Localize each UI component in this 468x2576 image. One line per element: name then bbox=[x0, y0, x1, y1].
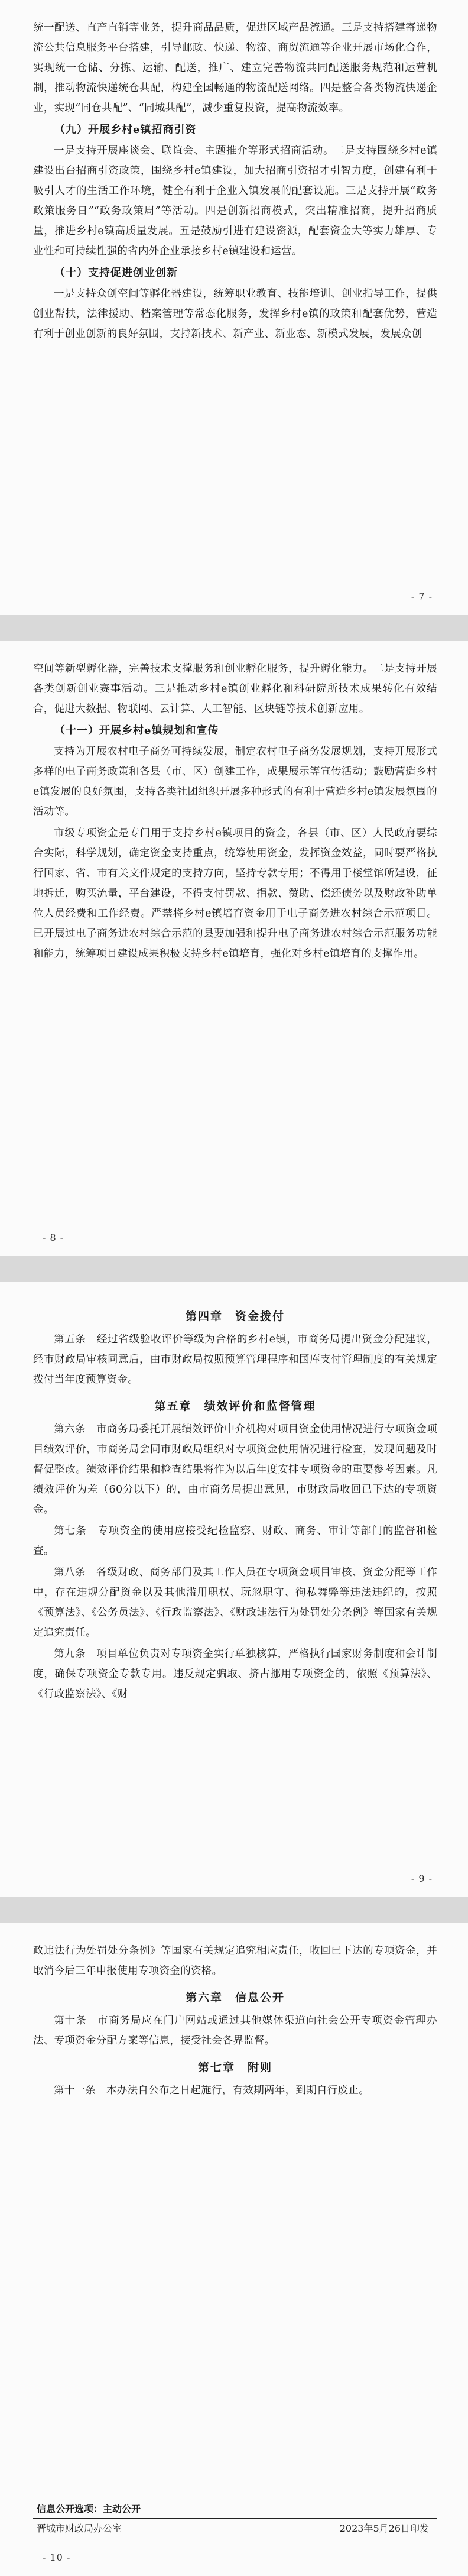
page-separator bbox=[0, 615, 468, 641]
chapter-heading-4: 第四章 资金拨付 bbox=[185, 1310, 285, 1323]
article-5: 第五条 经过省级验收评价等级为合格的乡村e镇，市商务局提出资金分配建议，经市财政局审核同意后，由市财政局按照预算管理程序和国库支付管理制度的有关规定拨付当年度预算资金。 bbox=[33, 1334, 437, 1386]
page-number: - 9 - bbox=[411, 1873, 433, 1884]
article-10: 第十条 市商务局应在门户网站或通过其他媒体渠道向社会公开专项资金管理办法、专项资金分配方案等信息，接受社会各界监督。 bbox=[33, 2015, 437, 2047]
section-heading-9: （九）开展乡村e镇招商引资 bbox=[54, 124, 197, 136]
chapter-heading-6: 第六章 信息公开 bbox=[185, 1991, 285, 2004]
section-heading-11: （十一）开展乡村e镇规划和宣传 bbox=[54, 724, 219, 737]
section-heading-10: （十）支持促进创业创新 bbox=[54, 267, 178, 279]
page-7 bbox=[0, 0, 468, 615]
page-8 bbox=[0, 641, 468, 1256]
page-number: - 10 - bbox=[43, 2552, 71, 2563]
body-paragraph: 支持为开展农村电子商务可持续发展，制定农村电子商务发展规划，支持开展形式多样的电子商务政策和各县（市、区）创建工作，成果展示等宣传活动；鼓励营造乡村e镇发展的良好氛围，支持各类社团组织开展多种形式的有利于营造乡村e镇发展氛围的活动等。 bbox=[33, 746, 437, 818]
page-9 bbox=[0, 1282, 468, 1897]
issue-row bbox=[33, 2519, 437, 2539]
body-paragraph: 一是支持众创空间等孵化器建设，统筹职业教育、技能培训、创业指导工作，提供创业帮扶，法律援助、档案管理等常态化服务，发挥乡村e镇的政策和配套优势，营造有利于创业创新的良好氛围，支持新技术、新产业、新业态、新模式发展，发展众创 bbox=[33, 288, 437, 340]
page-number: - 7 - bbox=[411, 591, 433, 602]
article-6: 第六条 市商务局委托开展绩效评价中介机构对项目资金使用情况进行专项资金项目绩效评价，市商务局会同市财政局组织对专项资金使用情况进行检查，发现问题及时督促整改。绩效评价结果和检查结果将作为以后年度安排专项资金的重要参考因素。凡绩效评价为差（60分以下）的，由市商务局提出意见，市财政局收回已下达的专项资金。 bbox=[33, 1423, 437, 1516]
body-paragraph: 市级专项资金是专门用于支持乡村e镇项目的资金，各县（市、区）人民政府要综合实际，科学规划，确定资金支持重点，统筹使用资金，发挥资金效益，同时要严格执行国家、省、市有关文件规定的支持方向，坚持专款专用；不得用于楼堂馆所建设，征地拆迁，购买流量，平台建设，不得支付罚款、捐款、赞助、偿还债务以及财政补助单位人员经费和工作经费。严禁将乡村e镇培育资金用于电子商务进农村综合示范项目。已开展过电子商务进农村综合示范的县要加强和提升电子商务进农村综合示范服务功能和能力，统筹项目建设成果积极支持乡村e镇培育，强化对乡村e镇培育的支撑作用。 bbox=[33, 827, 437, 960]
page-10 bbox=[0, 1923, 468, 2576]
page-separator bbox=[0, 1256, 468, 1282]
chapter-heading-7: 第七章 附则 bbox=[197, 2061, 272, 2074]
article-9: 第九条 项目单位负责对专项资金实行单独核算，严格执行国家财务制度和会计制度，确保专项资金专款专用。违反规定骗取、挤占挪用专项资金的，依照《预算法》、《行政监察法》、《财 bbox=[33, 1648, 437, 1700]
issuing-office: 晋城市财政局办公室 bbox=[37, 2523, 122, 2534]
disclosure-option: 信息公开选项：主动公开 bbox=[37, 2503, 141, 2514]
article-8: 第八条 各级财政、商务部门及其工作人员在专项资金项目审核、资金分配等工作中，存在违规分配资金以及其他滥用职权、玩忽职守、徇私舞弊等违法违纪的，按照《预算法》、《公务员法》、《行政监察法》、《财政违法行为处罚处分条例》等国家有关规定追究责任。 bbox=[33, 1567, 437, 1639]
body-paragraph: 政违法行为处罚处分条例》等国家有关规定追究相应责任，收回已下达的专项资金，并取消今后三年申报使用专项资金的资格。 bbox=[33, 1945, 437, 1977]
issue-date: 2023年5月26日印发 bbox=[339, 2523, 429, 2534]
page-number: - 8 - bbox=[43, 1232, 64, 1243]
body-paragraph: 统一配送、直产直销等业务，提升商品品质，促进区域产品流通。三是支持搭建寄递物流公共信息服务平台搭建，引导邮政、快递、物流、商贸流通等企业开展市场化合作，实现统一仓储、分拣、运输、配送，推广、建立完善物流共同配送服务规范和运营机制，推动物流快递统仓共配，构建全国畅通的物流配送网络。四是整合各类物流快递企业，实现“同仓共配”、“同城共配”，减少重复投资，提高物流效率。 bbox=[33, 22, 437, 114]
article-11: 第十一条 本办法自公布之日起施行，有效期两年，到期自行废止。 bbox=[54, 2085, 369, 2096]
page-separator bbox=[0, 1897, 468, 1923]
document-footer bbox=[33, 2500, 437, 2539]
body-paragraph: 一是支持开展座谈会、联谊会、主题推介等形式招商活动。二是支持围绕乡村e镇建设出台招商引资政策，围绕乡村e镇建设，加大招商引资招才引智力度，创建有利于吸引人才的生活工作环境，健全有利于企业入镇发展的配套设施。三是支持开展“政务政策服务日”“政务政策周”等活动。四是创新招商模式，突出精准招商，提升招商质量，推进乡村e镇高质量发展。五是鼓励引进有建设资源，配套资金大等实力雄厚、专业性和可持续性强的省内外企业承接乡村e镇建设和运营。 bbox=[33, 145, 437, 257]
article-7: 第七条 专项资金的使用应接受纪检监察、财政、商务、审计等部门的监督和检查。 bbox=[33, 1525, 437, 1557]
body-paragraph: 空间等新型孵化器，完善技术支撑服务和创业孵化服务，提升孵化能力。二是支持开展各类创新创业赛事活动。三是推动乡村e镇创业孵化和科研院所技术成果转化有效结合，促进大数据、物联网、云计算、人工智能、区块链等技术创新应用。 bbox=[33, 663, 437, 715]
chapter-heading-5: 第五章 绩效评价和监督管理 bbox=[154, 1400, 316, 1413]
